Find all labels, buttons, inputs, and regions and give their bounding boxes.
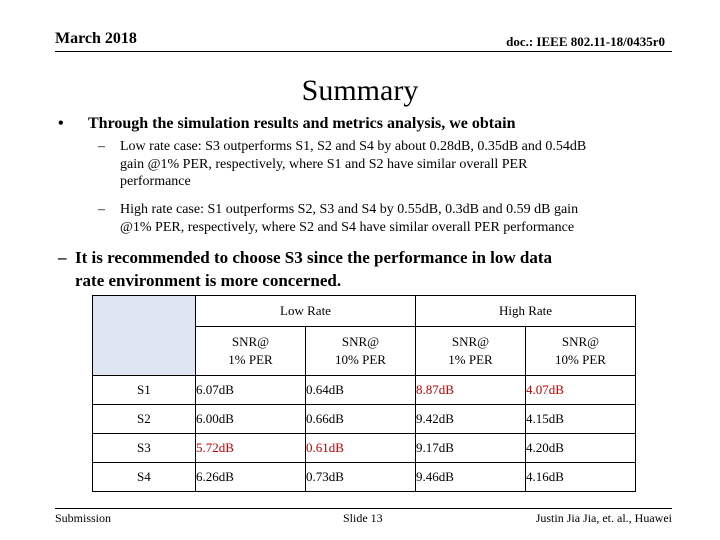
table-cell: 0.66dB [306, 405, 416, 434]
bullet-marker: • [58, 115, 64, 132]
header-doc-id: doc.: IEEE 802.11-18/0435r0 [506, 34, 665, 49]
table-cell: 4.20dB [526, 434, 636, 463]
slide-title: Summary [301, 74, 419, 107]
group-header-low-rate: Low Rate [196, 296, 416, 327]
column-header-high-10pct: SNR@ 10% PER [526, 327, 636, 376]
table-cell-highlight: 5.72dB [196, 434, 306, 463]
table-corner-cell [93, 296, 196, 376]
table-row [93, 434, 636, 463]
header-date: March 2018 [55, 30, 137, 47]
table-cell-highlight: 0.61dB [306, 434, 416, 463]
footer-authors: Justin Jia Jia, et. al., Huawei [535, 511, 672, 525]
sub-bullet-low-rate-line-3: performance [120, 174, 191, 189]
group-header-high-rate: High Rate [416, 296, 636, 327]
sub-bullet-high-rate-line-2: @1% PER, respectively, where S2 and S4 have similar overall PER performance [120, 219, 575, 235]
table-cell: 4.16dB [526, 463, 636, 492]
results-table [92, 295, 636, 492]
table-row [93, 463, 636, 492]
table-cell: 4.15dB [526, 405, 636, 434]
table-row [93, 376, 636, 405]
row-label-s4: S4 [93, 463, 196, 492]
dash-marker: – [58, 248, 67, 267]
dash-marker: – [98, 139, 105, 154]
table-row [93, 405, 636, 434]
table-cell: 0.73dB [306, 463, 416, 492]
row-label-s2: S2 [93, 405, 196, 434]
sub-bullet-high-rate-line-1: High rate case: S1 outperforms S2, S3 and S4 by 0.55dB, 0.3dB and 0.59 dB gain [120, 202, 579, 217]
table-cell: 6.07dB [196, 376, 306, 405]
footer-submission: Submission [55, 511, 112, 525]
dash-marker: – [98, 202, 105, 217]
header-rule [55, 51, 672, 52]
table-cell-highlight: 4.07dB [526, 376, 636, 405]
table-cell: 9.46dB [416, 463, 526, 492]
column-header-low-10pct: SNR@ 10% PER [306, 327, 416, 376]
row-label-s3: S3 [93, 434, 196, 463]
sub-bullet-low-rate-line-1: Low rate case: S3 outperforms S1, S2 and S4 by about 0.28dB, 0.35dB and 0.54dB [120, 139, 587, 154]
table-cell: 6.26dB [196, 463, 306, 492]
main-bullet-text: Through the simulation results and metrics analysis, we obtain [88, 115, 516, 132]
table-cell-highlight: 8.87dB [416, 376, 526, 405]
table-cell: 9.42dB [416, 405, 526, 434]
table-cell: 0.64dB [306, 376, 416, 405]
footer-slide-number: Slide 13 [343, 511, 383, 525]
column-header-low-1pct: SNR@ 1% PER [196, 327, 306, 376]
row-label-s1: S1 [93, 376, 196, 405]
sub-bullet-low-rate-line-2: gain @1% PER, respectively, where S1 and S2 have similar overall PER [120, 156, 528, 172]
table-cell: 9.17dB [416, 434, 526, 463]
table-cell: 6.00dB [196, 405, 306, 434]
conclusion-line-2: rate environment is more concerned. [75, 271, 342, 290]
column-header-high-1pct: SNR@ 1% PER [416, 327, 526, 376]
footer-rule [55, 508, 672, 509]
conclusion-line-1: It is recommended to choose S3 since the performance in low data [75, 248, 553, 267]
